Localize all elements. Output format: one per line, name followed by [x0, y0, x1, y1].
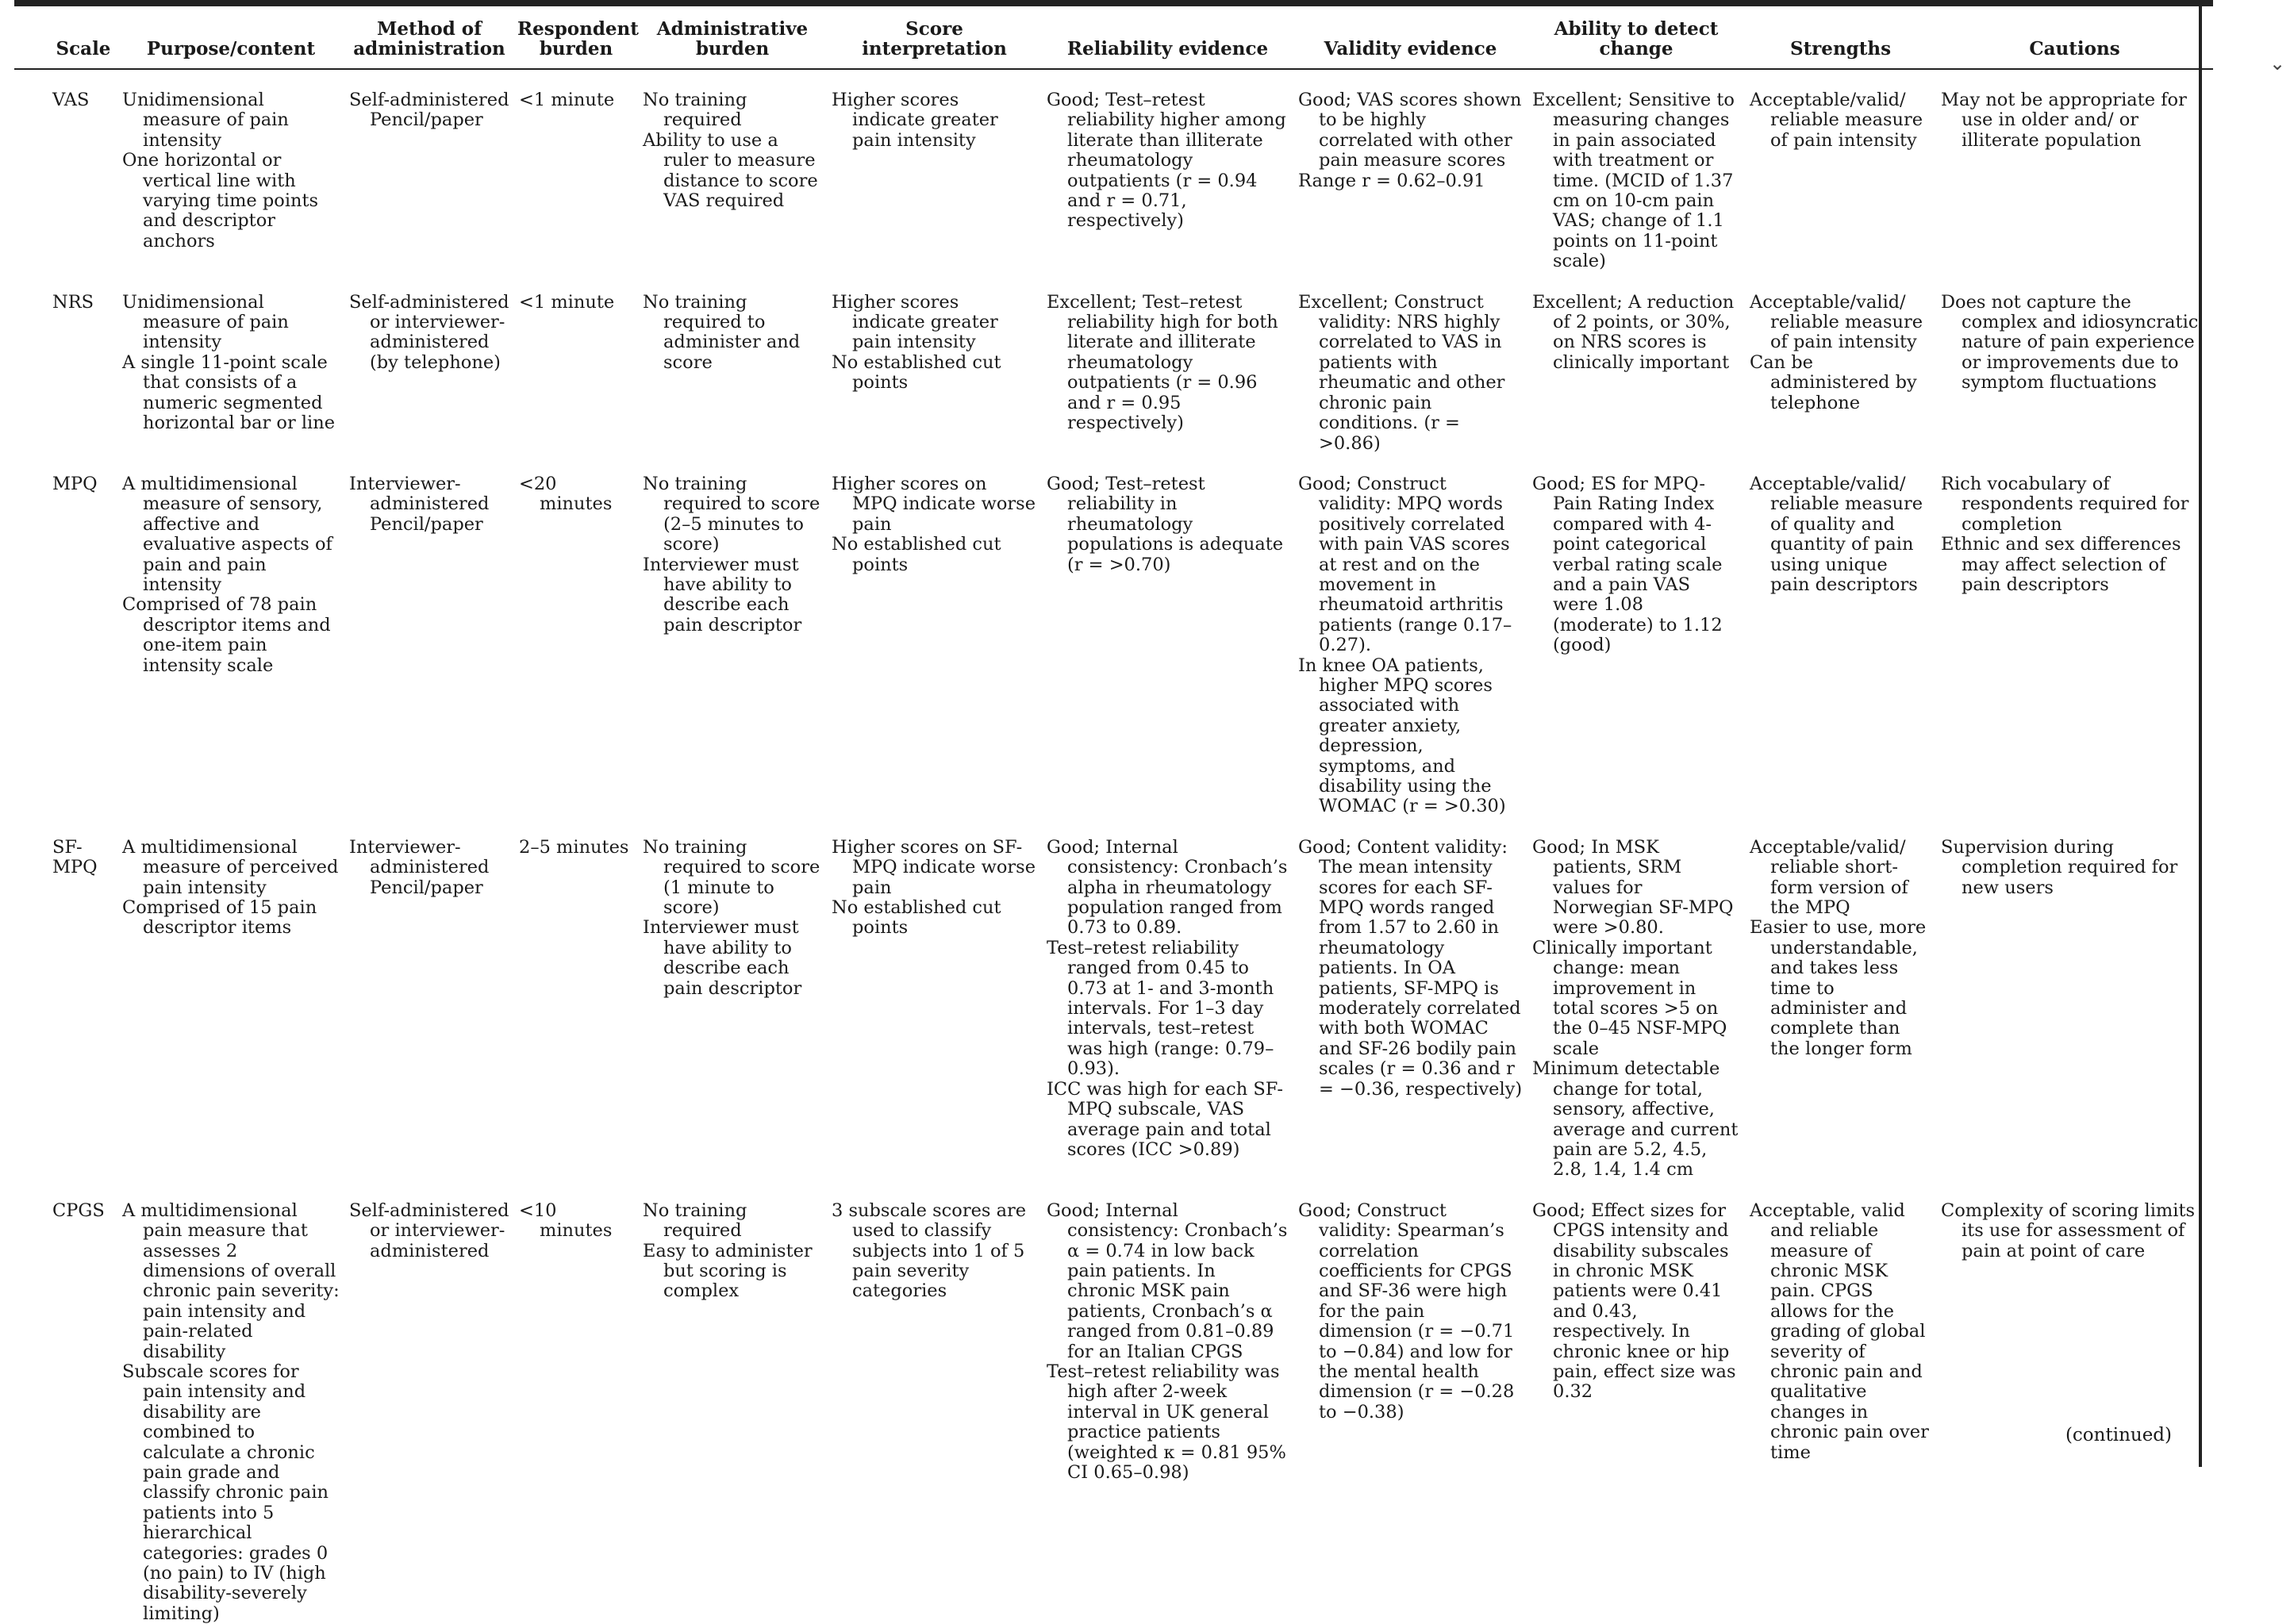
col-header-purpose: Purpose/content	[117, 14, 344, 69]
cell-entry: Subscale scores for pain intensity and disability are combined to calculate a chronic pain grade and classify chronic pain patients into 5 hierarchical categories: grades 0 (no pain) to IV (high disability-severely limiting)	[122, 1361, 329, 1624]
cell-entry: No established cut points	[832, 897, 1001, 939]
col-header-validity: Validity evidence	[1293, 14, 1527, 69]
cell-entry: No established cut points	[832, 351, 1001, 394]
reliability-cell	[1042, 69, 1293, 272]
cell-entry: A multidimensional measure of perceived pain intensity	[122, 836, 339, 898]
score-interpretation-cell	[827, 817, 1042, 1181]
purpose-cell	[117, 1181, 344, 1624]
validity-cell	[1293, 1181, 1527, 1624]
administrative-burden-cell	[638, 69, 827, 272]
respondent-burden-cell	[514, 817, 638, 1181]
cell-entry: Comprised of 78 pain descriptor items and one-item pain intensity scale	[122, 594, 331, 676]
score-interpretation-cell	[827, 454, 1042, 817]
strengths-cell	[1745, 817, 1936, 1181]
cell-entry: Comprised of 15 pain descriptor items	[122, 897, 317, 939]
validity-cell	[1293, 272, 1527, 454]
cell-entry: Self-administered Pencil/paper	[349, 90, 509, 131]
reliability-cell	[1042, 272, 1293, 454]
cell-entry: Range r = 0.62–0.91	[1298, 170, 1485, 191]
cell-entry: Self-administered or interviewer-administered	[349, 1200, 509, 1261]
respondent-burden-cell	[514, 1181, 638, 1624]
scale-name-cell: VAS	[52, 90, 90, 110]
cell-entry: Easy to administer but scoring is complex	[643, 1240, 813, 1302]
detect-change-cell	[1527, 817, 1745, 1181]
table-row	[14, 454, 2213, 817]
validity-cell	[1293, 454, 1527, 817]
cell-entry: Excellent; Test–retest reliability high for both literate and illiterate rheumatology outpatients (r = 0.96 and r = 0.95 respectively)	[1047, 291, 1278, 434]
cell-entry: Higher scores indicate greater pain intensity	[832, 291, 998, 353]
col-header-scale: Scale	[14, 14, 117, 69]
cell-entry: Easier to use, more understandable, and takes less time to administer and complete than the longer form	[1750, 917, 1927, 1059]
cell-entry: In knee OA patients, higher MPQ scores associated with greater anxiety, depression, symptoms, and disability using the WOMAC (r = >0.30)	[1298, 655, 1506, 817]
cell-entry: <20 minutes	[519, 473, 613, 515]
detect-change-cell	[1527, 1181, 1745, 1624]
cell-entry: Good; Effect sizes for CPGS intensity and disability subscales in chronic MSK patients were 0.41 and 0.43, respectively. In chronic knee or hip pain, effect size was 0.32	[1532, 1200, 1736, 1403]
cautions-cell	[1936, 817, 2213, 1181]
strengths-cell	[1745, 69, 1936, 272]
cell-entry: Acceptable/valid/ reliable short-form version of the MPQ	[1750, 836, 1908, 919]
cell-entry: Unidimensional measure of pain intensity	[122, 291, 289, 353]
cell-entry: Ethnic and sex differences may affect selection of pain descriptors	[1941, 534, 2181, 595]
table-row	[14, 272, 2213, 454]
method-cell	[344, 454, 514, 817]
reliability-cell	[1042, 454, 1293, 817]
score-interpretation-cell	[827, 272, 1042, 454]
cell-entry: Good; Test–retest reliability higher among literate than illiterate rheumatology outpatients (r = 0.94 and r = 0.71, respectively)	[1047, 90, 1286, 232]
cell-entry: <1 minute	[519, 90, 615, 110]
cell-entry: Interviewer must have ability to describe each pain descriptor	[643, 917, 802, 999]
cell-entry: Acceptable, valid and reliable measure of chronic MSK pain. CPGS allows for the grading of global severity of chronic pain and qualitative changes in chronic pain over time	[1750, 1200, 1929, 1463]
cell-entry: No training required	[643, 1200, 747, 1242]
cell-entry: Good; In MSK patients, SRM values for Norwegian SF-MPQ were >0.80.	[1532, 836, 1734, 939]
method-cell	[344, 1181, 514, 1624]
cell-entry: Acceptable/valid/ reliable measure of pain intensity	[1750, 90, 1923, 151]
col-header-score-interpretation: Score interpretation	[827, 14, 1042, 69]
cell-entry: Good; Internal consistency: Cronbach’s α = 0.74 in low back pain patients. In chronic MSK pain patients, Cronbach’s α ranged from 0.81–0.89 for an Italian CPGS	[1047, 1200, 1288, 1362]
administrative-burden-cell	[638, 817, 827, 1181]
cell-entry: A single 11-point scale that consists of a numeric segmented horizontal bar or line	[122, 351, 336, 434]
cell-entry: Higher scores on MPQ indicate worse pain	[832, 473, 1036, 535]
pain-scales-table	[14, 14, 2213, 1624]
col-header-strengths: Strengths	[1745, 14, 1936, 69]
cell-entry: Interviewer must have ability to describe each pain descriptor	[643, 554, 802, 635]
cell-entry: Good; Content validity: The mean intensity scores for each SF-MPQ words ranged from 1.57 to 2.60 in rheumatology patients. In OA patients, SF-MPQ is moderately correlated with both WOMAC and SF-26 bodily pain scales (r = 0.36 and r = −0.36, respectively)	[1298, 836, 1523, 1100]
cautions-cell	[1936, 1181, 2213, 1624]
cautions-cell	[1936, 272, 2213, 454]
cell-entry: Higher scores on SF-MPQ indicate worse pain	[832, 836, 1036, 898]
top-rule	[14, 0, 2213, 6]
cell-entry: Test–retest reliability ranged from 0.45 to 0.73 at 1- and 3-month intervals. For 1–3 day intervals, test–retest was high (range: 0.79–0.93).	[1047, 937, 1274, 1080]
right-border-rule	[2199, 0, 2202, 1467]
cell-entry: Complexity of scoring limits its use for assessment of pain at point of care	[1941, 1200, 2196, 1261]
cell-entry: Good; Construct validity: MPQ words positively correlated with pain VAS scores at rest and on the movement in rheumatoid arthritis patients (range 0.17–0.27).	[1298, 473, 1512, 656]
table-row	[14, 69, 2213, 272]
cell-entry: Good; Test–retest reliability in rheumatology populations is adequate (r = >0.70)	[1047, 473, 1284, 575]
cell-entry: Unidimensional measure of pain intensity	[122, 90, 289, 151]
score-interpretation-cell	[827, 69, 1042, 272]
table-row	[14, 817, 2213, 1181]
cell-entry: Acceptable/valid/ reliable measure of quality and quantity of pain using unique pain descriptors	[1750, 473, 1923, 595]
administrative-burden-cell	[638, 1181, 827, 1624]
header-row	[14, 14, 2213, 69]
cell-entry: ICC was high for each SF-MPQ subscale, VAS average pain and total scores (ICC >0.89)	[1047, 1078, 1283, 1160]
method-cell	[344, 69, 514, 272]
validity-cell	[1293, 817, 1527, 1181]
cautions-cell	[1936, 454, 2213, 817]
cell-entry: Interviewer-administered Pencil/paper	[349, 836, 490, 898]
cell-entry: Good; ES for MPQ-Pain Rating Index compared with 4-point categorical verbal rating scale and a pain VAS were 1.08 (moderate) to 1.12 (good)	[1532, 473, 1723, 656]
cell-entry: 3 subscale scores are used to classify subjects into 1 of 5 pain severity categories	[832, 1200, 1027, 1302]
cell-entry: Test–retest reliability was high after 2-week interval in UK general practice patients (weighted κ = 0.81 95% CI 0.65–0.98)	[1047, 1361, 1286, 1483]
cell-entry: Interviewer-administered Pencil/paper	[349, 473, 490, 535]
cell-entry: Can be administered by telephone	[1750, 351, 1917, 413]
cell-entry: A multidimensional measure of sensory, affective and evaluative aspects of pain and pain intensity	[122, 473, 332, 595]
cell-entry: Clinically important change: mean improvement in total scores >5 on the 0–45 NSF-MPQ scale	[1532, 937, 1727, 1059]
cell-entry: No training required to score (2–5 minutes to score)	[643, 473, 820, 555]
col-header-method: Method of administration	[344, 14, 514, 69]
table-body	[14, 69, 2213, 1624]
cell-entry: No training required	[643, 90, 747, 131]
scale-name-cell: CPGS	[52, 1200, 105, 1221]
col-header-administrative-burden: Administrative burden	[638, 14, 827, 69]
cell-entry: One horizontal or vertical line with varying time points and descriptor anchors	[122, 150, 319, 251]
table-page	[14, 0, 2213, 1624]
cell-entry: Acceptable/valid/ reliable measure of pain intensity	[1750, 291, 1923, 353]
reliability-cell	[1042, 1181, 1293, 1624]
cell-entry: A multidimensional pain measure that assesses 2 dimensions of overall chronic pain severity: pain intensity and pain-related disability	[122, 1200, 340, 1362]
cell-entry: <1 minute	[519, 291, 615, 313]
col-header-reliability: Reliability evidence	[1042, 14, 1293, 69]
col-header-cautions: Cautions	[1936, 14, 2213, 69]
purpose-cell	[117, 69, 344, 272]
purpose-cell	[117, 454, 344, 817]
method-cell	[344, 817, 514, 1181]
cell-entry: Self-administered or interviewer-administered (by telephone)	[349, 291, 509, 373]
strengths-cell	[1745, 1181, 1936, 1624]
strengths-cell	[1745, 272, 1936, 454]
cell-entry: Supervision during completion required for new users	[1941, 836, 2178, 898]
strengths-cell	[1745, 454, 1936, 817]
score-interpretation-cell	[827, 1181, 1042, 1624]
continued-note: (continued)	[2065, 1425, 2172, 1445]
margin-mark: ⌄	[2269, 52, 2286, 75]
reliability-cell	[1042, 817, 1293, 1181]
cell-entry: No training required to administer and score	[643, 291, 801, 373]
cell-entry: Minimum detectable change for total, sensory, affective, average and current pain are 5.2, 4.5, 2.8, 1.4, 1.4 cm	[1532, 1058, 1739, 1181]
validity-cell	[1293, 69, 1527, 272]
cell-entry: Good; Construct validity: Spearman’s correlation coefficients for CPGS and SF-36 were high for the pain dimension (r = −0.71 to −0.84) and low for the mental health dimension (r = −0.28 to −0.38)	[1298, 1200, 1515, 1422]
scale-name-cell: SF-MPQ	[52, 836, 98, 878]
cell-entry: Good; Internal consistency: Cronbach’s alpha in rheumatology population ranged from 0.73 to 0.89.	[1047, 836, 1288, 939]
detect-change-cell	[1527, 454, 1745, 817]
purpose-cell	[117, 817, 344, 1181]
administrative-burden-cell	[638, 454, 827, 817]
cell-entry: No established cut points	[832, 534, 1001, 575]
administrative-burden-cell	[638, 272, 827, 454]
cell-entry: Excellent; Construct validity: NRS highly correlated to VAS in patients with rheumatic and other chronic pain conditions. (r = >0.86)	[1298, 291, 1505, 454]
detect-change-cell	[1527, 272, 1745, 454]
cell-entry: Does not capture the complex and idiosyncratic nature of pain experience or improvements due to symptom fluctuations	[1941, 291, 2199, 394]
cell-entry: Higher scores indicate greater pain intensity	[832, 90, 998, 151]
cell-entry: Good; VAS scores shown to be highly correlated with other pain measure scores	[1298, 90, 1522, 171]
respondent-burden-cell	[514, 272, 638, 454]
cell-entry: 2–5 minutes	[519, 836, 629, 858]
col-header-respondent-burden: Respondent burden	[514, 14, 638, 69]
col-header-detect-change: Ability to detect change	[1527, 14, 1745, 69]
cautions-cell	[1936, 69, 2213, 272]
scale-name-cell: NRS	[52, 291, 94, 313]
purpose-cell	[117, 272, 344, 454]
respondent-burden-cell	[514, 69, 638, 272]
table-row	[14, 1181, 2213, 1624]
cell-entry: No training required to score (1 minute to score)	[643, 836, 820, 919]
cell-entry: Ability to use a ruler to measure distance to score VAS required	[643, 129, 818, 212]
method-cell	[344, 272, 514, 454]
detect-change-cell	[1527, 69, 1745, 272]
respondent-burden-cell	[514, 454, 638, 817]
cell-entry: Excellent; A reduction of 2 points, or 30%, on NRS scores is clinically important	[1532, 291, 1735, 373]
scale-name-cell: MPQ	[52, 473, 98, 494]
cell-entry: Excellent; Sensitive to measuring changes in pain associated with treatment or time. (MCID of 1.37 cm on 10-cm pain VAS; change of 1.1 points on 11-point scale)	[1532, 90, 1735, 272]
cell-entry: <10 minutes	[519, 1200, 613, 1242]
cell-entry: May not be appropriate for use in older and/ or illiterate population	[1941, 90, 2187, 151]
cell-entry: Rich vocabulary of respondents required for completion	[1941, 473, 2189, 535]
